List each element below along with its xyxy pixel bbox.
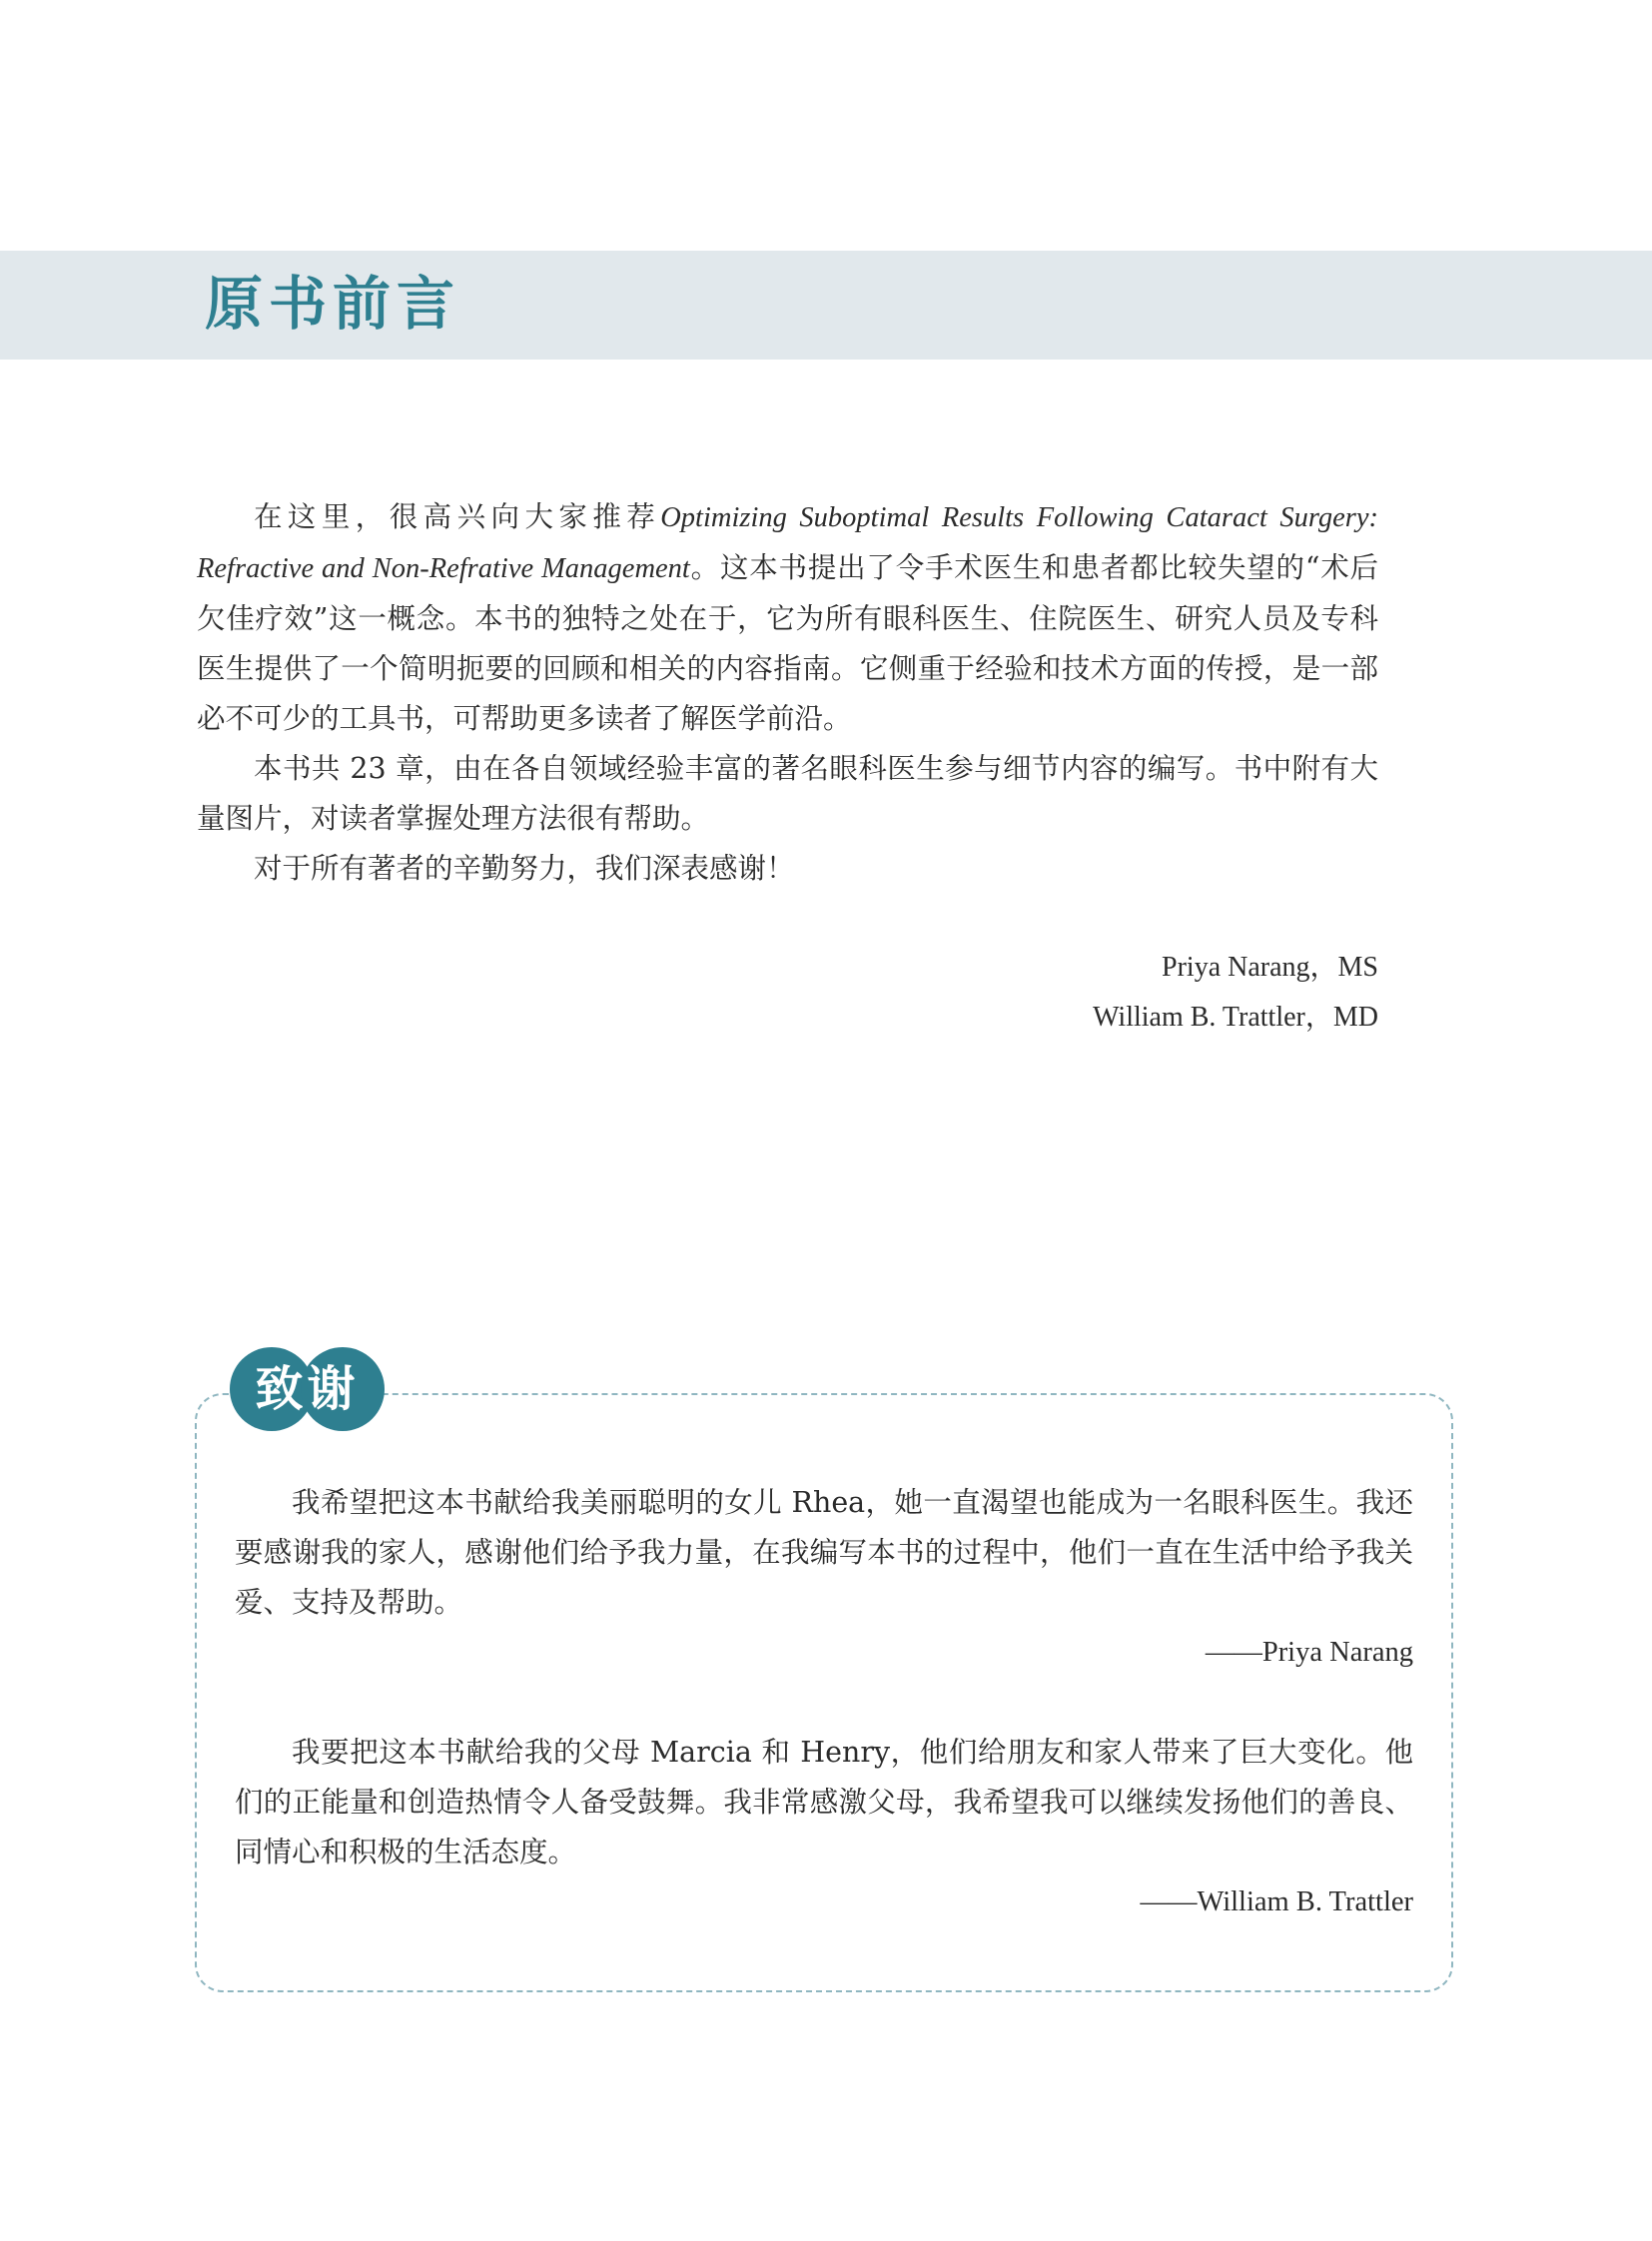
preface-paragraph-2: 本书共 23 章，由在各自领域经验丰富的著名眼科医生参与细节内容的编写。书中附有大量图片，对读者掌握处理方法很有帮助。 (197, 752, 1378, 835)
paragraph-spacer (235, 1678, 1413, 1728)
preface-p1-rest: 。这本书提出了令手术医生和患者都比较失望的“术后欠佳疗效”这一概念。本书的独特之处在于，它为所有眼科医生、住院医生、研究人员及专科医生提供了一个简明扼要的回顾和相关的内容指南。它侧重于经验和技术方面的传授，是一部必不可少的工具书，可帮助更多读者了解医学前沿。 (197, 551, 1378, 735)
preface-p1-start: 在这里，很高兴向大家推荐 (254, 500, 661, 533)
acknowledgement-title: 致谢 (255, 1361, 360, 1417)
book-title: Optimizing Suboptimal Results Following Cataract Surgery: Refractive and Non-Refrative Management (197, 502, 1378, 584)
acknowledgement-paragraph-1: 我希望把这本书献给我美丽聪明的女儿 Rhea，她一直渴望也能成为一名眼科医生。我还要感谢我的家人，感谢他们给予我力量，在我编写本书的过程中，他们一直在生活中给予我关爱、支持及帮助。 (235, 1486, 1413, 1619)
acknowledgement-paragraph-2: 我要把这本书献给我的父母 Marcia 和 Henry，他们给朋友和家人带来了巨大变化。他们的正能量和创造热情令人备受鼓舞。我非常感激父母，我希望我可以继续发扬他们的善良、同情心和积极的生活态度。 (235, 1736, 1413, 1868)
preface-body (197, 492, 1378, 894)
signature-1: Priya Narang，MS (1162, 952, 1378, 983)
preface-paragraph-1 (197, 492, 1378, 744)
preface-signatures (899, 943, 1378, 1043)
acknowledgement-signature-1: ——Priya Narang (1205, 1637, 1413, 1668)
acknowledgement-body (235, 1478, 1413, 1927)
page-title: 原书前言 (205, 270, 461, 338)
acknowledgement-signature-2: ——William B. Trattler (1140, 1886, 1413, 1917)
signature-2: William B. Trattler，MD (1093, 1002, 1378, 1033)
acknowledgement-badge (230, 1347, 385, 1431)
preface-paragraph-3: 对于所有著者的辛勤努力，我们深表感谢！ (254, 852, 795, 885)
